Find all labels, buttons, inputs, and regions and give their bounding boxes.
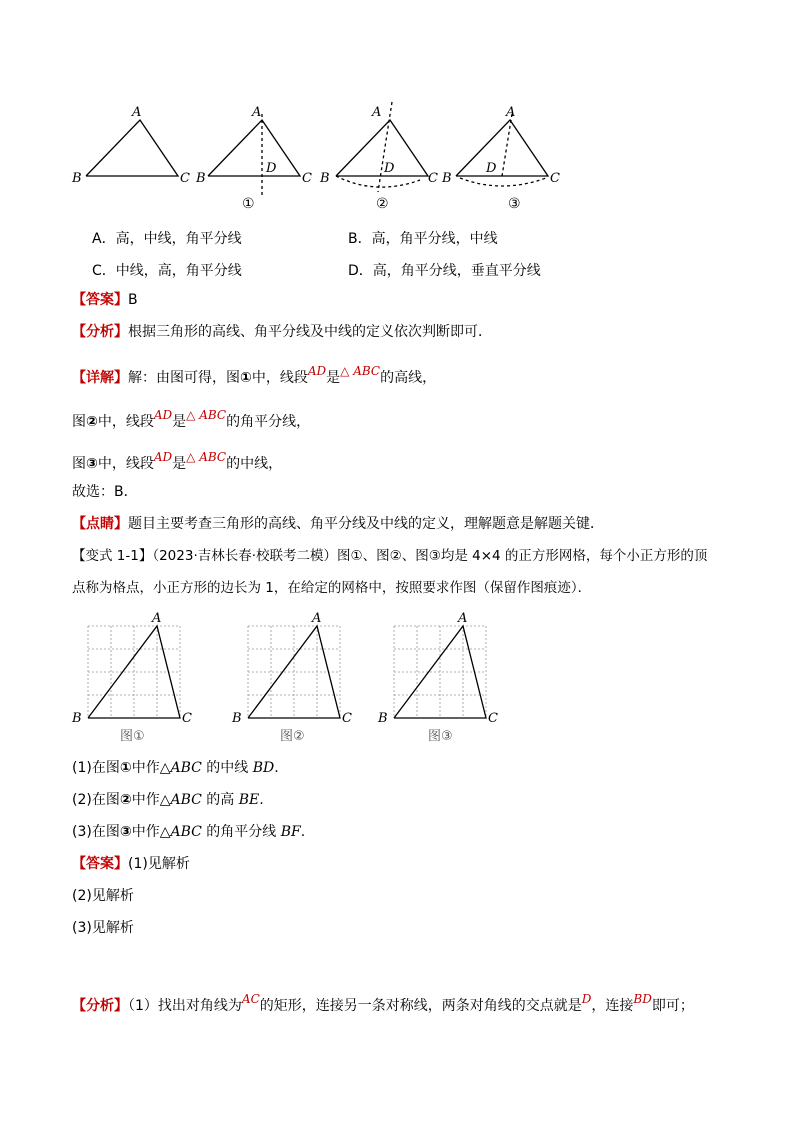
detail-line-1 xyxy=(72,364,437,388)
triangle-abc: △ ABC xyxy=(186,450,227,464)
grid-figure-3 xyxy=(394,626,486,718)
analysis-tag: 【分析】 xyxy=(72,998,128,1014)
analysis2-line xyxy=(72,992,694,1016)
detail-text: 的角平分线， xyxy=(226,414,311,430)
analysis-line xyxy=(72,322,492,342)
label-d: D xyxy=(266,161,277,176)
question-1 xyxy=(72,758,279,778)
detail-text: 中，线段 xyxy=(251,370,308,386)
label-c: C xyxy=(182,711,192,726)
detail-text: 解：由图可得，图 xyxy=(128,370,240,386)
answer-tag: 【答案】 xyxy=(72,856,128,872)
segment: BF xyxy=(280,824,301,840)
figure-caption-1: ① xyxy=(242,196,255,212)
variant-tag: 【变式 1-1】 xyxy=(72,548,153,564)
segment-bd: BD xyxy=(633,992,652,1006)
question-text: 的中线 xyxy=(201,760,253,776)
answer-tag: 【答案】 xyxy=(72,292,128,308)
option-b: B．高，角平分线，中线 xyxy=(348,231,498,247)
label-b: B xyxy=(378,711,388,726)
segment-ad: AD xyxy=(153,408,173,422)
answer-line xyxy=(72,290,138,310)
comment-tag: 【点睛】 xyxy=(72,516,128,532)
figure-ref: ③ xyxy=(86,456,98,472)
question-text: . xyxy=(300,824,306,840)
triangle-figures xyxy=(60,98,580,216)
detail-text: 中，线段 xyxy=(97,456,154,472)
option-d: D．高，角平分线，垂直平分线 xyxy=(348,263,541,279)
question-text: 中作 xyxy=(131,760,160,776)
label-b: B xyxy=(72,711,82,726)
choice-line: 故选：B． xyxy=(72,484,138,500)
detail-tag: 【详解】 xyxy=(72,370,128,386)
detail-line-3 xyxy=(72,450,283,474)
analysis-text: 即可； xyxy=(651,998,694,1014)
triangle-abc: △ABC xyxy=(159,760,202,776)
detail-text: 是 xyxy=(172,414,187,430)
triangle-abc: △ ABC xyxy=(186,408,227,422)
triangle-abc: △ ABC xyxy=(340,364,381,378)
triangle-bisector xyxy=(336,102,428,192)
question-text: (3)在图 xyxy=(72,824,120,840)
grid-caption-1: 图① xyxy=(120,729,145,744)
answer2-line-3: (3)见解析 xyxy=(72,920,134,936)
label-b: B xyxy=(320,171,330,186)
triangle-abc: △ABC xyxy=(159,792,202,808)
label-a: A xyxy=(458,611,468,626)
segment-ac: AC xyxy=(241,992,260,1006)
figure-ref: ① xyxy=(240,370,252,386)
figure-ref: ② xyxy=(119,792,132,808)
detail-text: 图 xyxy=(72,456,86,472)
label-a: A xyxy=(132,105,142,120)
question-text: . xyxy=(259,792,264,808)
variant-line-2: 点称为格点，小正方形的边长为 1，在给定的网格中，按照要求作图（保留作图痕迹）． xyxy=(72,580,592,596)
answer2-line-1 xyxy=(72,854,190,874)
label-c: C xyxy=(302,171,312,186)
variant-text: 图①、图②、图③均是 4×4 的正方形网格，每个小正方形的顶 xyxy=(337,548,708,564)
question-3 xyxy=(72,822,305,842)
grid-caption-3: 图③ xyxy=(428,729,453,744)
option-a: A．高，中线，角平分线 xyxy=(92,231,242,247)
detail-text: 图 xyxy=(72,414,86,430)
analysis-text: 的矩形，连接另一条对称线，两条对角线的交点就是 xyxy=(259,998,582,1014)
label-a: A xyxy=(312,611,322,626)
figure-ref: ② xyxy=(86,414,98,430)
label-b: B xyxy=(196,171,206,186)
label-b: B xyxy=(442,171,452,186)
grid-caption-2: 图② xyxy=(280,729,305,744)
figure-caption-2: ② xyxy=(376,196,389,212)
triangle-plain xyxy=(86,120,178,176)
question-text: 中作 xyxy=(131,792,160,808)
label-a: A xyxy=(372,105,382,120)
figure-ref: ① xyxy=(119,760,132,776)
answer-item: (1)见解析 xyxy=(128,856,190,872)
point-d: D xyxy=(581,992,592,1006)
question-2 xyxy=(72,790,264,810)
question-text: . xyxy=(274,760,279,776)
label-d: D xyxy=(384,161,395,176)
question-text: 中作 xyxy=(131,824,160,840)
label-b: B xyxy=(232,711,242,726)
label-a: A xyxy=(152,611,162,626)
question-text: 的高 xyxy=(201,792,239,808)
figure-caption-3: ③ xyxy=(508,196,521,212)
segment-ad: AD xyxy=(153,450,173,464)
answer-text: B xyxy=(128,292,138,308)
segment: BE xyxy=(238,792,260,808)
triangle-median xyxy=(456,114,548,186)
segment: BD xyxy=(252,760,275,776)
grid-figures xyxy=(66,608,516,750)
detail-text: 的中线， xyxy=(226,456,283,472)
answer2-line-2: (2)见解析 xyxy=(72,888,134,904)
label-b: B xyxy=(72,171,82,186)
label-c: C xyxy=(342,711,352,726)
option-c: C．中线，高，角平分线 xyxy=(92,263,242,279)
variant-source: （2023·吉林长春·校联考二模） xyxy=(152,548,338,564)
figure-ref: ③ xyxy=(119,824,132,840)
detail-text: 中，线段 xyxy=(97,414,154,430)
grid-figure-1 xyxy=(88,626,180,718)
detail-line-2 xyxy=(72,408,311,432)
question-text: (2)在图 xyxy=(72,792,120,808)
analysis-tag: 【分析】 xyxy=(72,324,128,340)
analysis-text: 根据三角形的高线、角平分线及中线的定义依次判断即可． xyxy=(128,324,492,340)
analysis-text: （1）找出对角线为 xyxy=(128,998,242,1014)
label-c: C xyxy=(488,711,498,726)
triangle-altitude xyxy=(208,114,300,196)
label-c: C xyxy=(180,171,190,186)
detail-text: 的高线， xyxy=(380,370,437,386)
triangle-abc: △ABC xyxy=(159,824,202,840)
question-text: 的角平分线 xyxy=(201,824,281,840)
detail-text: 是 xyxy=(172,456,187,472)
label-c: C xyxy=(550,171,560,186)
analysis-text: ，连接 xyxy=(591,998,634,1014)
label-a: A xyxy=(252,105,262,120)
comment-line xyxy=(72,514,604,534)
label-d: D xyxy=(486,161,497,176)
question-text: (1)在图 xyxy=(72,760,120,776)
grid-figure-2 xyxy=(248,626,340,718)
variant-line-1 xyxy=(72,546,707,566)
comment-text: 题目主要考查三角形的高线、角平分线及中线的定义，理解题意是解题关键． xyxy=(128,516,604,532)
segment-ad: AD xyxy=(307,364,327,378)
label-c: C xyxy=(428,171,438,186)
detail-text: 是 xyxy=(326,370,341,386)
label-a: A xyxy=(506,105,516,120)
